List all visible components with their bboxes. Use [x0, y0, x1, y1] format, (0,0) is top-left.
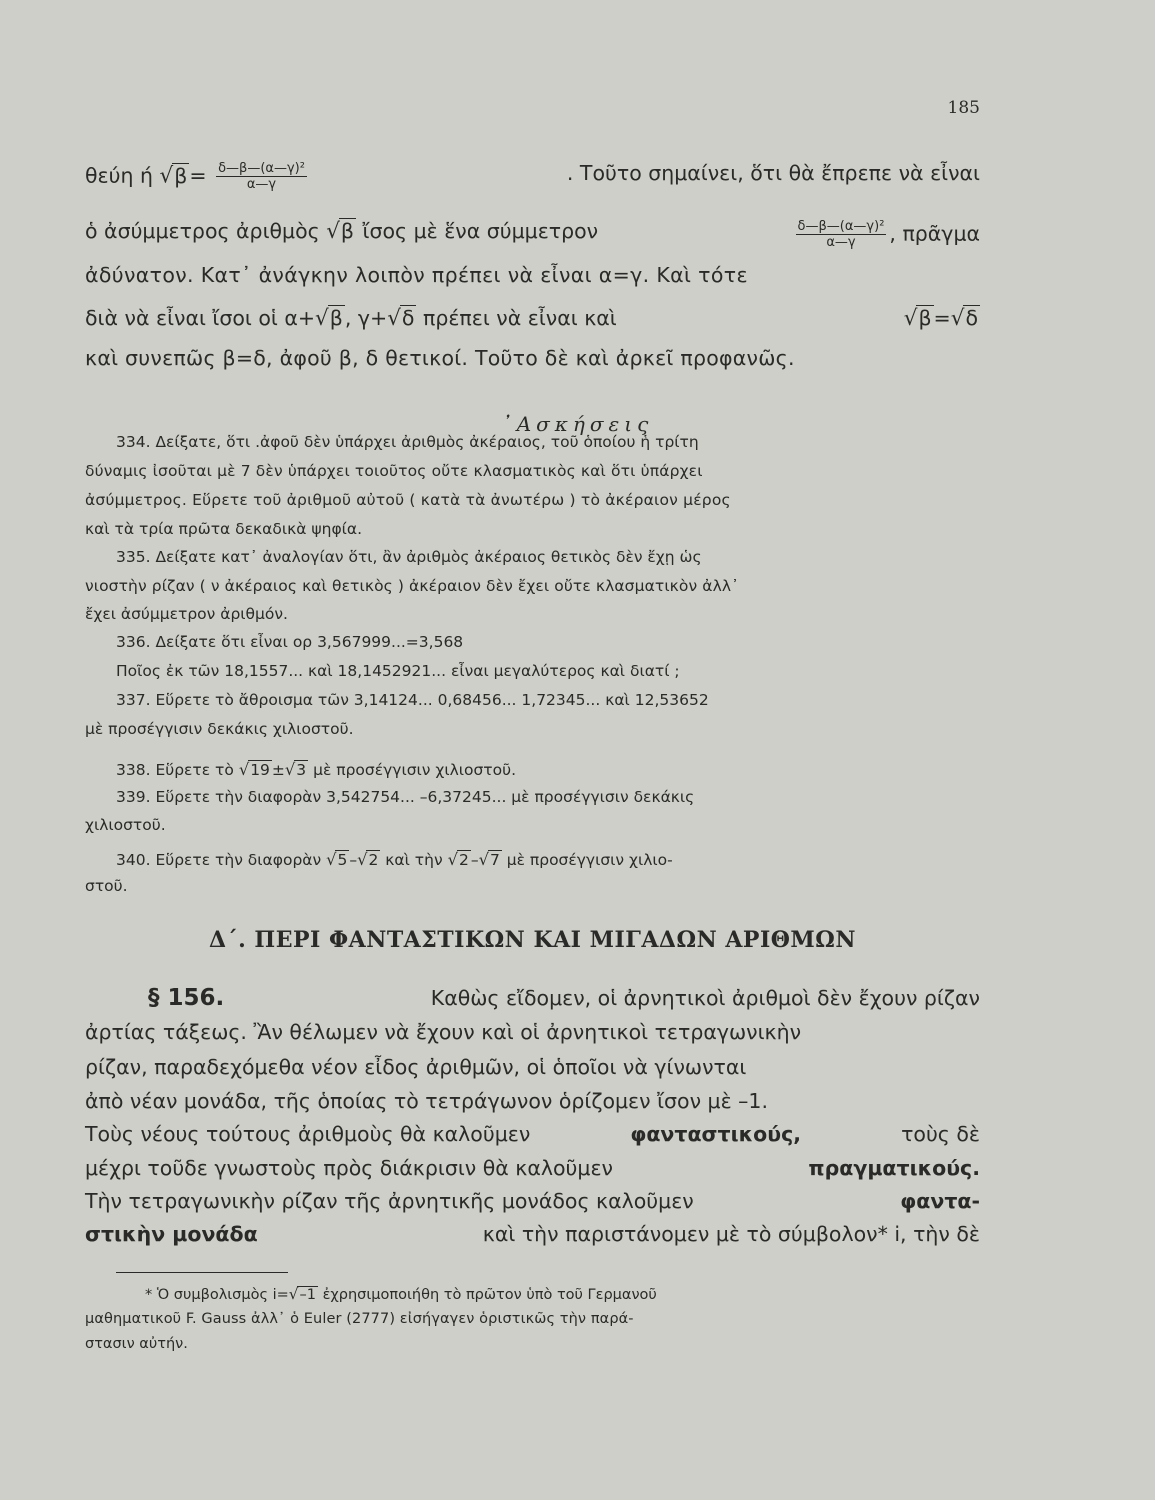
- intro-line-2: ὁ ἀσύμμετρος ἀριθμὸς √β ἴσος μὲ ἕνα σύμμετρον $\frac{\text{δ—β—(α—γ)²}}{\alpha—\gamma}$ , πρᾶγμα: [85, 219, 980, 250]
- section-line-6: μέχρι τοῦδε γνωστοὺς πρὸς διάκρισιν θὰ καλοῦμεν πραγματικούς.: [85, 1156, 980, 1180]
- exercise-338: 338. Εὕρετε τὸ √19 ±√3 μὲ προσέγγισιν χιλιοστοῦ.: [116, 760, 516, 779]
- radical-sign-icon: √: [159, 163, 174, 189]
- intro-line-5: καὶ συνεπῶς β=δ, ἀφοῦ β, δ θετικοί. Τοῦτο δὲ καὶ ἀρκεῖ προφανῶς.: [85, 346, 795, 370]
- exercise-336-line-1: 336. Δείξατε ὅτι εἶναι ορ 3,567999...=3,568: [116, 633, 464, 651]
- fraction: $\frac{\text{δ—β—(α—γ)²}}{\alpha—\gamma}$: [218, 161, 305, 192]
- footnote-line-3: στασιν αὐτήν.: [85, 1336, 188, 1352]
- radical-sign-icon: √: [315, 306, 329, 331]
- exercise-339-line-1: 339. Εὕρετε τὴν διαφορὰν 3,542754... –6,37245... μὲ προσέγγισιν δεκάκις: [116, 788, 695, 806]
- section-line-4: ἀπὸ νέαν μονάδα, τῆς ὁποίας τὸ τετράγωνον ὁρίζομεν ἴσον μὲ –1.: [85, 1089, 768, 1113]
- section-line-7: Τὴν τετραγωνικὴν ρίζαν τῆς ἀρνητικῆς μονάδος καλοῦμεν φαντα-: [85, 1189, 980, 1213]
- section-line-2: ἀρτίας τάξεως. Ἂν θέλωμεν νὰ ἔχουν καὶ οἱ ἀρνητικοὶ τετραγωνικὴν: [85, 1020, 802, 1044]
- radical-sign-icon: √: [950, 306, 965, 331]
- exercise-340-line-1: 340. Εὕρετε τὴν διαφορὰν √5 –√2 καὶ τὴν √2 –√7 μὲ προσέγγισιν χιλιο-: [116, 850, 673, 869]
- radical-sign-icon: √: [326, 850, 337, 869]
- radical-sign-icon: √: [326, 219, 340, 244]
- exercise-339-line-2: χιλιοστοῦ.: [85, 816, 166, 834]
- exercise-335-line-2: νιοστὴν ρίζαν ( ν ἀκέραιος καὶ θετικὸς ) ἀκέραιον δὲν ἔχει οὔτε κλασματικὸν ἀλλ᾽: [85, 577, 739, 595]
- footnote-line-1: * Ὁ συμβολισμὸς i=√–1 ἐχρησιμοποιήθη τὸ πρῶτον ὑπὸ τοῦ Γερμανοῦ: [145, 1285, 657, 1303]
- exercise-336-line-2: Ποῖος ἐκ τῶν 18,1557... καὶ 18,1452921... εἶναι μεγαλύτερος καὶ διατί ;: [116, 662, 680, 680]
- exercise-334-line-4: καὶ τὰ τρία πρῶτα δεκαδικὰ ψηφία.: [85, 520, 363, 538]
- section-line-1: § 156. Καθὼς εἴδομεν, οἱ ἀρνητικοὶ ἀριθμοὶ δὲν ἔχουν ρίζαν: [148, 985, 980, 1011]
- exercise-335-line-3: ἔχει ἀσύμμετρον ἀριθμόν.: [85, 605, 288, 623]
- exercise-334-line-3: ἀσύμμετρος. Εὕρετε τοῦ ἀριθμοῦ αὐτοῦ ( κατὰ τὰ ἀνωτέρω ) τὸ ἀκέραιον μέρος: [85, 491, 731, 509]
- page-number: 185: [947, 98, 980, 118]
- intro-line-1: θεύη ή √β= $\frac{\text{δ—β—(α—γ)²}}{\alpha—\gamma}$ . Τοῦτο σημαίνει, ὅτι θὰ ἔπρεπε νὰ εἶναι: [85, 161, 980, 192]
- exercise-334-line-2: δύναμις ἰσοῦται μὲ 7 δὲν ὑπάρχει τοιοῦτος οὔτε κλασματικὸς καὶ ὅτι ὑπάρχει: [85, 462, 703, 480]
- footnote-divider: [116, 1272, 288, 1273]
- section-line-8: στικὴν μονάδα καὶ τὴν παριστάνομεν μὲ τὸ σύμβολον* i, τὴν δὲ: [85, 1222, 980, 1246]
- radical-sign-icon: √: [238, 760, 250, 779]
- intro-line-3: ἀδύνατον. Κατ᾽ ἀνάγκην λοιπὸν πρέπει νὰ εἶναι α=γ. Καὶ τότε: [85, 263, 748, 287]
- exercise-335-line-1: 335. Δείξατε κατ᾽ ἀναλογίαν ὅτι, ἂν ἀριθμὸς ἀκέραιος θετικὸς δὲν ἔχῃ ὡς: [116, 548, 702, 566]
- section-title: Δ΄. ΠΕΡΙ ΦΑΝΤΑΣΤΙΚΩΝ ΚΑΙ ΜΙΓΑΔΩΝ ΑΡΙΘΜΩΝ: [209, 927, 856, 953]
- section-line-5: Τοὺς νέους τούτους ἀριθμοὺς θὰ καλοῦμεν φανταστικούς, τοὺς δὲ: [85, 1122, 980, 1146]
- footnote-line-2: μαθηματικοῦ F. Gauss ἀλλ᾽ ὁ Euler (2777) εἰσήγαγεν ὁριστικῶς τὴν παρά-: [85, 1311, 634, 1327]
- radical-sign-icon: √: [903, 306, 918, 331]
- radical-sign-icon: √: [478, 850, 489, 869]
- radical-sign-icon: √: [357, 850, 368, 869]
- fraction: $\frac{\text{δ—β—(α—γ)²}}{\alpha—\gamma}$: [797, 219, 885, 250]
- radical-sign-icon: √: [387, 306, 401, 331]
- exercise-337-line-1: 337. Εὕρετε τὸ ἄθροισμα τῶν 3,14124... 0,68456... 1,72345... καὶ 12,53652: [116, 691, 709, 709]
- section-line-3: ρίζαν, παραδεχόμεθα νέον εἶδος ἀριθμῶν, οἱ ὁποῖοι νὰ γίνωνται: [85, 1055, 747, 1079]
- exercise-337-line-2: μὲ προσέγγισιν δεκάκις χιλιοστοῦ.: [85, 720, 354, 738]
- radical-sign-icon: √: [288, 1285, 299, 1303]
- intro-line-4: διὰ νὰ εἶναι ἴσοι οἱ α+√β, γ+√δ πρέπει νὰ εἶναι καὶ √β=√δ: [85, 306, 978, 331]
- exercise-340-line-2: στοῦ.: [85, 877, 128, 895]
- radical-sign-icon: √: [284, 760, 296, 779]
- exercise-334-line-1: 334. Δείξατε, ὅτι .ἀφοῦ δὲν ὑπάρχει ἀριθμὸς ἀκέραιος, τοῦ ὁποίου ἡ τρίτη: [116, 433, 699, 451]
- radical-sign-icon: √: [447, 850, 458, 869]
- paragraph-number: § 156.: [148, 985, 225, 1011]
- exercises-heading: ᾽Ασκήσεις: [501, 412, 654, 436]
